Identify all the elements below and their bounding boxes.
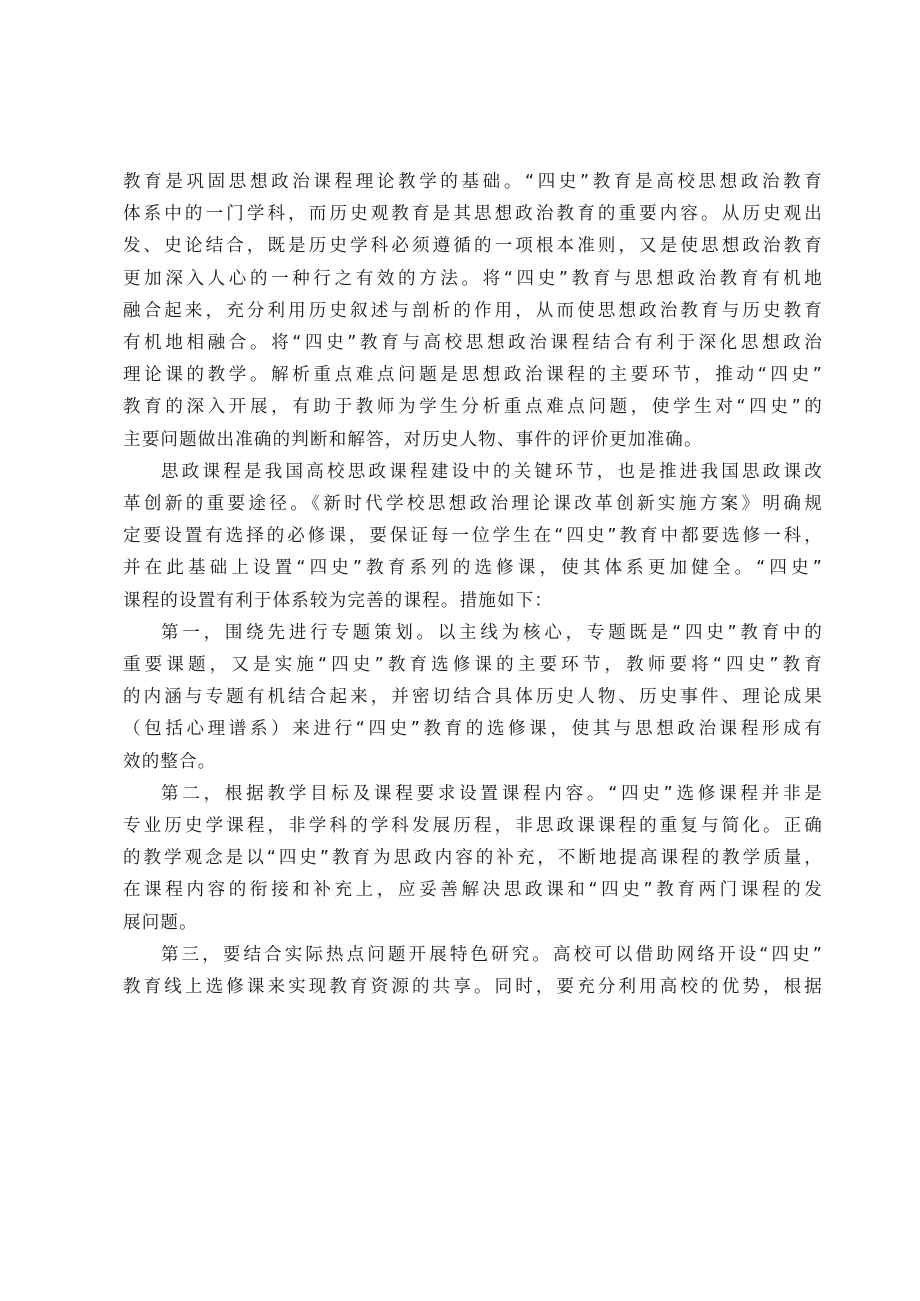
text-line: 更加深入人心的一种行之有效的方法。将“四史”教育与思想政治教育有机地: [123, 268, 823, 289]
paragraph-1: [123, 166, 823, 456]
text-line: 主要问题做出准确的判断和解答，对历史人物、事件的评价更加准确。: [123, 429, 703, 450]
text-line: 第一，围绕先进行专题策划。以主线为核心，专题既是“四史”教育中的: [161, 622, 823, 643]
text-line: 教育的深入开展，有助于教师为学生分析重点难点问题，使学生对“四史”的: [123, 397, 823, 418]
text-line: 重要课题，又是实施“四史”教育选修课的主要环节，教师要将“四史”教育: [123, 655, 823, 676]
text-line: 教育线上选修课来实现教育资源的共享。同时，要充分利用高校的优势，根据: [123, 977, 823, 998]
text-line: 教育是巩固思想政治课程理论教学的基础。“四史”教育是高校思想政治教育: [123, 172, 823, 192]
text-line: 第三，要结合实际热点问题开展特色研究。高校可以借助网络开设“四史”: [161, 944, 823, 965]
document-body: [123, 166, 823, 1003]
text-line: 体系中的一门学科，而历史观教育是其思想政治教育的重要内容。从历史观出: [123, 204, 823, 225]
text-line: 并在此基础上设置“四史”教育系列的选修课，使其体系更加健全。“四史”: [123, 558, 823, 579]
paragraph-3: [123, 617, 823, 778]
text-line: 理论课的教学。解析重点难点问题是思想政治课程的主要环节，推动“四史”: [123, 365, 823, 386]
text-line: 在课程内容的衔接和补充上，应妥善解决思政课和“四史”教育两门课程的发: [123, 880, 823, 901]
text-line: 的内涵与专题有机结合起来，并密切结合具体历史人物、历史事件、理论成果: [123, 687, 823, 708]
paragraph-2: [123, 456, 823, 617]
paragraph-5: [123, 939, 823, 1003]
text-line: 的教学观念是以“四史”教育为思政内容的补充，不断地提高课程的教学质量，: [123, 848, 823, 869]
text-line: 课程的设置有利于体系较为完善的课程。措施如下：: [123, 590, 554, 611]
text-line: 融合起来，充分利用历史叙述与剖析的作用，从而使思想政治教育与历史教育: [123, 300, 823, 321]
text-line: 定要设置有选择的必修课，要保证每一位学生在“四史”教育中都要选修一科，: [123, 526, 823, 547]
text-line: 发、史论结合，既是历史学科必须遵循的一项根本准则，又是使思想政治教育: [123, 236, 823, 257]
text-line: 专业历史学课程，非学科的学科发展历程，非思政课课程的重复与简化。正确: [123, 816, 823, 837]
text-line: 有机地相融合。将“四史”教育与高校思想政治课程结合有利于深化思想政治: [123, 333, 823, 354]
text-line: 革创新的重要途径。《新时代学校思想政治理论课改革创新实施方案》明确规: [123, 494, 823, 515]
text-line: 展问题。: [123, 912, 198, 933]
text-line: 效的整合。: [123, 751, 217, 772]
paragraph-4: [123, 778, 823, 939]
text-line: （包括心理谱系）来进行“四史”教育的选修课，使其与思想政治课程形成有: [123, 719, 823, 740]
text-line: 第二，根据教学目标及课程要求设置课程内容。“四史”选修课程并非是: [161, 783, 823, 804]
text-line: 思政课程是我国高校思政课程建设中的关键环节，也是推进我国思政课改: [161, 461, 823, 482]
